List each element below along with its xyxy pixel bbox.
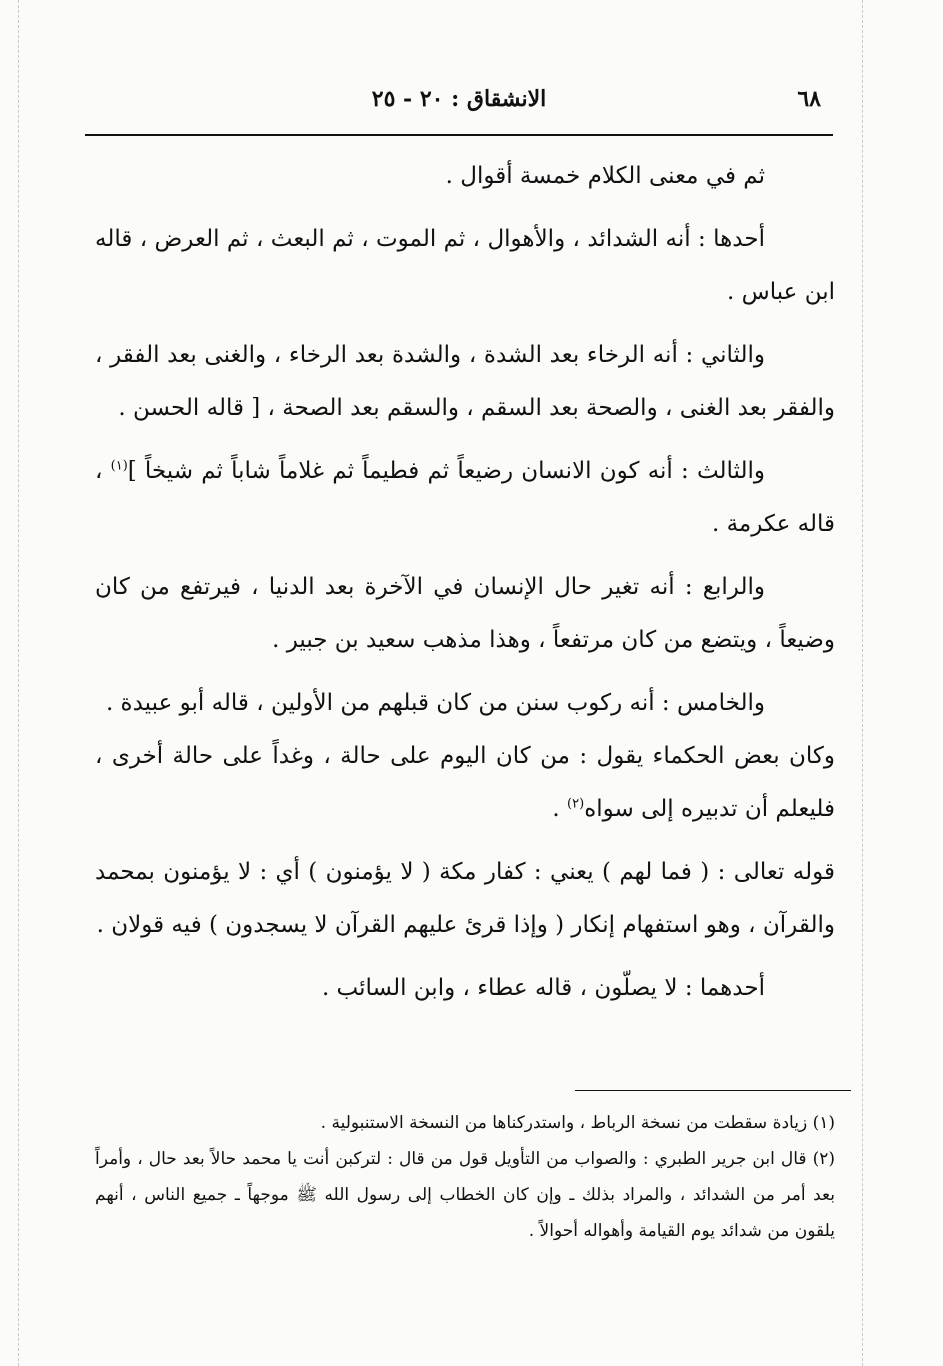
footnotes xyxy=(95,1105,835,1249)
paragraph-5: والرابع : أنه تغير حال الإنسان في الآخرة بعد الدنيا ، فيرتفع من كان وضيعاً ، ويتضع من كان مرتفعاً ، وهذا مذهب سعيد بن جبير . xyxy=(95,574,835,653)
paragraph-4-end: ، قاله عكرمة . xyxy=(95,458,835,537)
footnote-2: (٢) قال ابن جرير الطبري : والصواب من التأويل قول من قال : لتركبن أنت يا محمد حالاً بعد حال ، وأمراً بعد أمر من الشدائد ، والمراد بذلك ـ وإن كان الخطاب إلى رسول الله ﷺ موجهاً ـ جميع الناس ، أنهم يلقون من شدائد يوم القيامة وأهواله أحوالاً . xyxy=(95,1149,835,1241)
paragraph-8: قوله تعالى : ( فما لهم ) يعني : كفار مكة ( لا يؤمنون ) أي : لا يؤمنون بمحمد والقرآن ، وهو استفهام إنكار ( وإذا قرئ عليهم القرآن لا يسجدون ) فيه قولان . xyxy=(95,859,835,938)
paragraph-7-end: . xyxy=(552,796,568,822)
main-text xyxy=(95,150,835,1025)
left-margin-guide xyxy=(18,0,19,1366)
paragraph-4 xyxy=(95,445,835,551)
paragraph-3: والثاني : أنه الرخاء بعد الشدة ، والشدة بعد الرخاء ، والغنى بعد الفقر ، والفقر بعد الغنى ، والصحة بعد السقم ، والسقم بعد الصحة ، [ قاله الحسن . xyxy=(95,342,835,421)
footnote-rule xyxy=(575,1090,851,1091)
footnote-1: (١) زيادة سقطت من نسخة الرباط ، واستدركناها من النسخة الاستنبولية . xyxy=(320,1113,835,1133)
paragraph-1: ثم في معنى الكلام خمسة أقوال . xyxy=(445,163,765,189)
right-margin-guide xyxy=(862,0,863,1366)
paragraph-6: والخامس : أنه ركوب سنن من كان قبلهم من الأولين ، قاله أبو عبيدة . xyxy=(105,690,765,716)
footnote-ref-2: (٢) xyxy=(567,796,585,812)
header-rule xyxy=(85,134,833,136)
paragraph-2: أحدها : أنه الشدائد ، والأهوال ، ثم الموت ، ثم البعث ، ثم العرض ، قاله ابن عباس . xyxy=(95,226,835,305)
paragraph-9: أحدهما : لا يصلّون ، قاله عطاء ، وابن السائب . xyxy=(321,975,765,1001)
running-title: الانشقاق : ٢٠ - ٢٥ xyxy=(371,86,547,112)
footnote-ref-1: (١) xyxy=(110,458,128,474)
paragraph-7 xyxy=(95,730,835,836)
page-number: ٦٨ xyxy=(797,86,821,112)
running-header xyxy=(85,82,833,122)
paragraph-7-text: وكان بعض الحكماء يقول : من كان اليوم على حالة ، وغداً على حالة أخرى ، فليعلم أن تدبيره إلى سواه xyxy=(95,743,835,822)
paragraph-4-text: والثالث : أنه كون الانسان رضيعاً ثم فطيماً ثم غلاماً شاباً ثم شيخاً ] xyxy=(127,458,765,484)
